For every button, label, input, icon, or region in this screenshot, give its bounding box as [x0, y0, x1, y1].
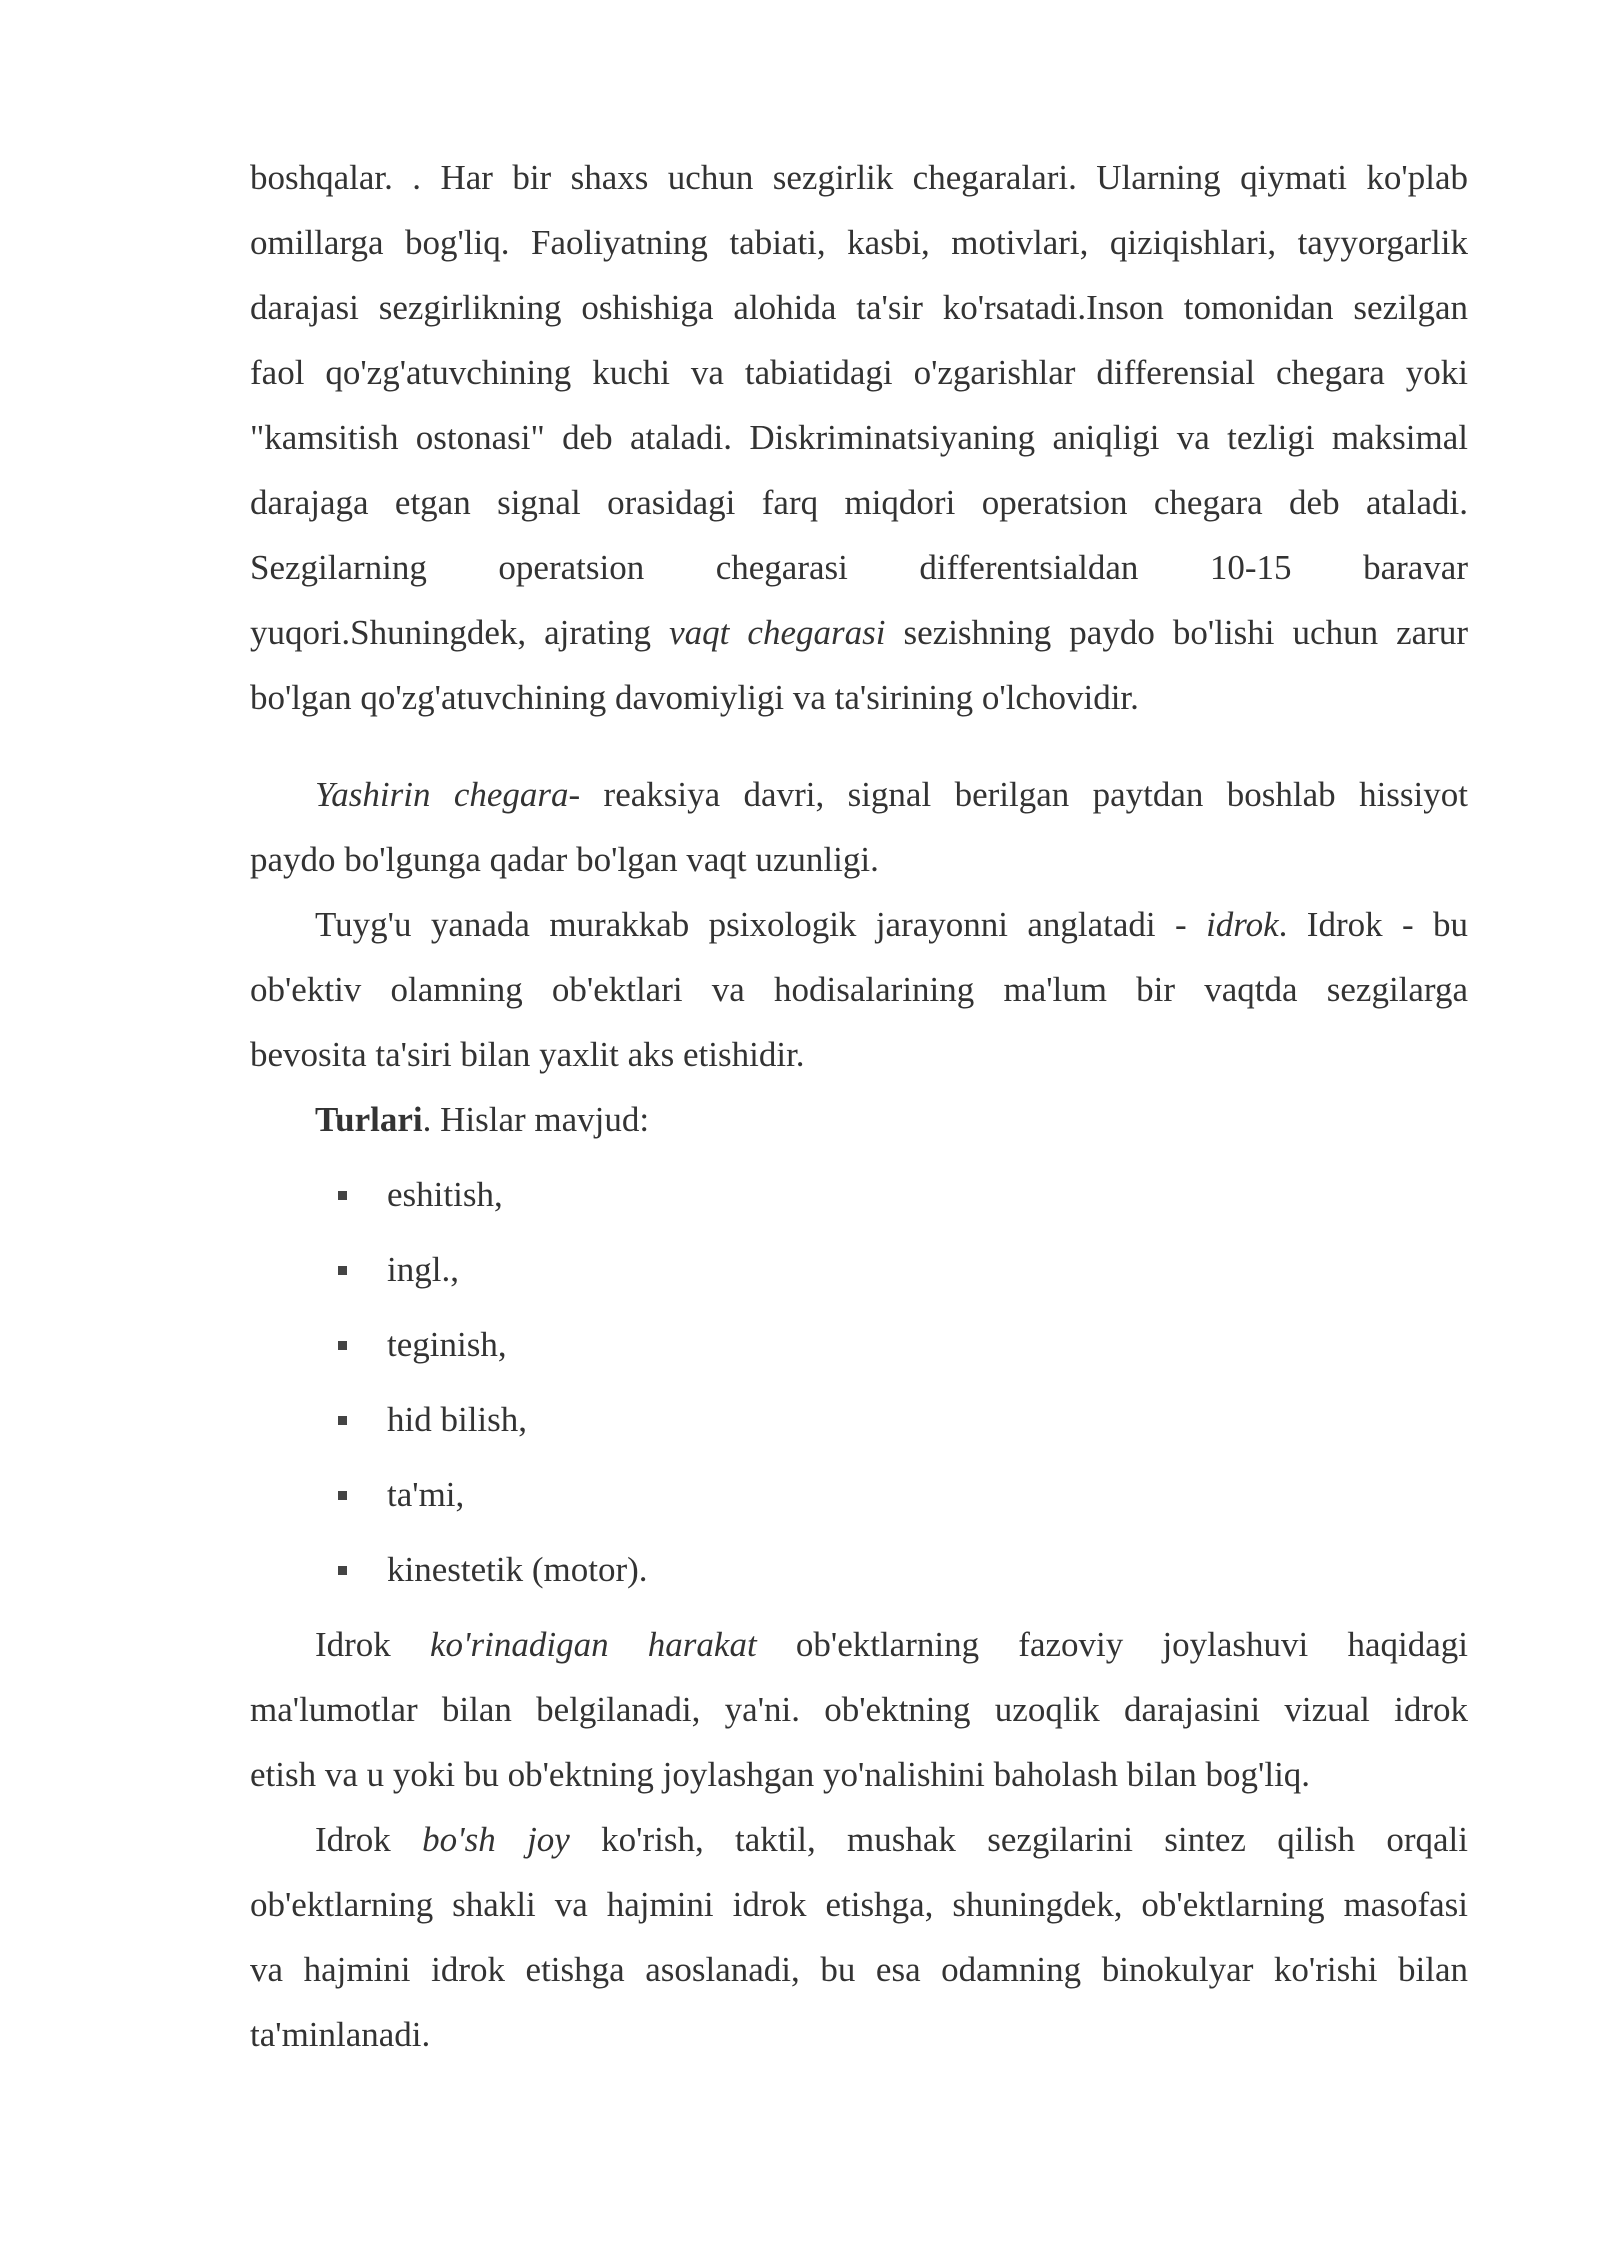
- text-line: boshqalar. . Har bir shaxs uchun sezgirlik chegaralari. Ularning qiymati ko'plab: [250, 158, 1468, 197]
- square-bullet-icon: [338, 1566, 347, 1575]
- square-bullet-icon: [338, 1416, 347, 1425]
- paragraph-perception: [250, 892, 1468, 1087]
- text-run: ko'rish, taktil, mushak sezgilarini sintez qilish orqali: [569, 1820, 1469, 1859]
- text-run: . Idrok - bu: [1278, 905, 1469, 944]
- text-line: [250, 1612, 1468, 1677]
- square-bullet-icon: [338, 1341, 347, 1350]
- text-run: Idrok: [315, 1625, 431, 1664]
- text-run: yuqori.Shuningdek, ajrating: [250, 613, 670, 652]
- text-line: darajaga etgan signal orasidagi farq miqdori operatsion chegara deb ataladi.: [250, 483, 1468, 522]
- italic-term-hidden-threshold: Yashirin chegara: [315, 775, 569, 814]
- list-item-label: ta'mi,: [387, 1475, 465, 1514]
- text-line: bevosita ta'siri bilan yaxlit aks etishidir.: [250, 1035, 805, 1074]
- italic-term-time-threshold: vaqt chegarasi: [669, 613, 886, 652]
- paragraph-motion-perception: [250, 1612, 1468, 1807]
- text-run: Tuyg'u yanada murakkab psixologik jarayonni anglatadi -: [315, 905, 1207, 944]
- list-item-label: teginish,: [387, 1325, 507, 1364]
- text-line: ta'minlanadi.: [250, 2015, 431, 2054]
- text-line: ob'ektiv olamning ob'ektlari va hodisalarining ma'lum bir vaqtda sezgilarga: [250, 970, 1468, 1009]
- text-line: omillarga bog'liq. Faoliyatning tabiati, kasbi, motivlari, qiziqishlari, tayyorgarlik: [250, 223, 1468, 262]
- senses-list: [250, 1162, 1468, 1612]
- italic-term-visible-motion: ko'rinadigan harakat: [430, 1625, 757, 1664]
- italic-term-empty-space: bo'sh joy: [422, 1820, 570, 1859]
- text-line: bo'lgan qo'zg'atuvchining davomiyligi va ta'sirining o'lchovidir.: [250, 678, 1139, 717]
- text-run: ob'ektlarning fazoviy joylashuvi haqidagi: [756, 1625, 1468, 1664]
- text-line: paydo bo'lgunga qadar bo'lgan vaqt uzunligi.: [250, 840, 879, 879]
- text-line: faol qo'zg'atuvchining kuchi va tabiatidagi o'zgarishlar differensial chegara yoki: [250, 353, 1468, 392]
- bold-term-turlari: Turlari: [315, 1100, 423, 1139]
- list-item: [250, 1162, 1468, 1237]
- text-line: etish va u yoki bu ob'ektning joylashgan yo'nalishini baholash bilan bog'liq.: [250, 1755, 1311, 1794]
- square-bullet-icon: [338, 1491, 347, 1500]
- text-line: darajasi sezgirlikning oshishiga alohida ta'sir ko'rsatadi.Inson tomonidan sezilgan: [250, 288, 1468, 327]
- list-item: [250, 1312, 1468, 1387]
- text-line: "kamsitish ostonasi" deb ataladi. Diskriminatsiyaning aniqligi va tezligi maksimal: [250, 418, 1468, 457]
- text-line: [250, 1087, 1468, 1152]
- list-item-label: kinestetik (motor).: [387, 1550, 648, 1589]
- text-line: [250, 1807, 1468, 1872]
- text-run: sezishning paydo bo'lishi uchun zarur: [885, 613, 1468, 652]
- paragraph-hidden-threshold: [250, 762, 1468, 892]
- document-page: [250, 145, 1468, 2067]
- text-line: [250, 762, 1468, 827]
- square-bullet-icon: [338, 1266, 347, 1275]
- text-line: va hajmini idrok etishga asoslanadi, bu esa odamning binokulyar ko'rishi bilan: [250, 1950, 1468, 1989]
- italic-term-idrok: idrok: [1206, 905, 1279, 944]
- paragraph-thresholds: [250, 145, 1468, 730]
- list-item-label: eshitish,: [387, 1175, 503, 1214]
- list-item-label: ingl.,: [387, 1250, 459, 1289]
- square-bullet-icon: [338, 1191, 347, 1200]
- text-run: . Hislar mavjud:: [422, 1100, 650, 1139]
- list-item: [250, 1387, 1468, 1462]
- text-line: ob'ektlarning shakli va hajmini idrok etishga, shuningdek, ob'ektlarning masofasi: [250, 1885, 1468, 1924]
- text-line: Sezgilarning operatsion chegarasi differentsialdan 10-15 baravar: [250, 548, 1468, 587]
- text-line: [250, 892, 1468, 957]
- paragraph-types: [250, 1087, 1468, 1152]
- list-item-label: hid bilish,: [387, 1400, 528, 1439]
- paragraph-space-perception: [250, 1807, 1468, 2067]
- text-line: [250, 600, 1468, 665]
- list-item: [250, 1462, 1468, 1537]
- text-run: - reaksiya davri, signal berilgan paytdan boshlab hissiyot: [568, 775, 1468, 814]
- text-line: ma'lumotlar bilan belgilanadi, ya'ni. ob'ektning uzoqlik darajasini vizual idrok: [250, 1690, 1468, 1729]
- list-item: [250, 1237, 1468, 1312]
- list-item: [250, 1537, 1468, 1612]
- text-run: Idrok: [315, 1820, 423, 1859]
